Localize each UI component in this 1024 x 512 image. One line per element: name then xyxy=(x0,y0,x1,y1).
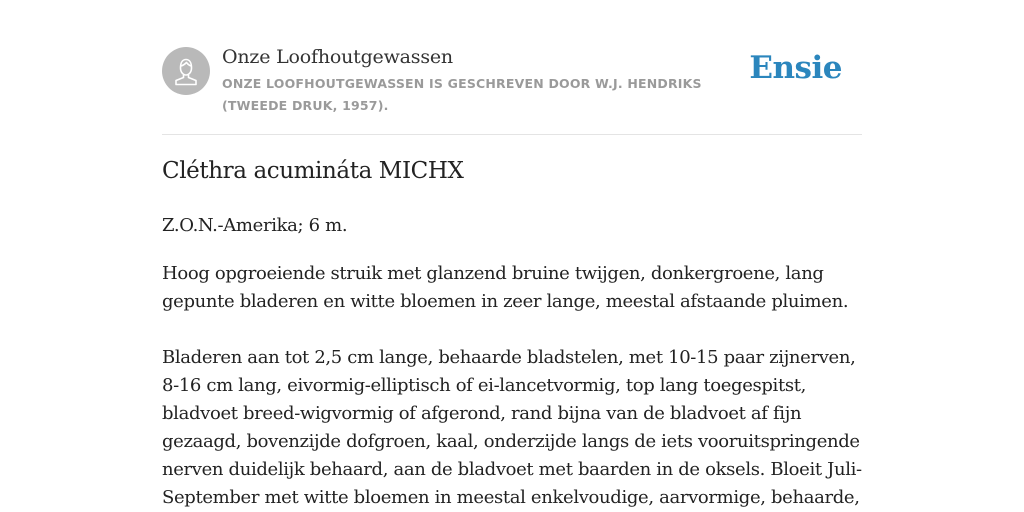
page-container xyxy=(162,0,862,508)
user-icon-graphic xyxy=(162,47,210,95)
entry-content xyxy=(162,212,862,512)
source-description: ONZE LOOFHOUTGEWASSEN IS GESCHREVEN DOOR W.J. HENDRIKS (TWEEDE DRUK, 1957). xyxy=(222,76,702,113)
brand-logo[interactable]: Ensie xyxy=(749,50,842,86)
source-header xyxy=(162,0,862,135)
entry-title: Cléthra acumináta MICHX xyxy=(162,158,464,184)
entry-paragraph: Hoog opgroeiende struik met glanzend bruine twijgen, donkergroene, lang gepunte bladeren en witte bloemen in zeer lange, meestal afstaande pluimen. xyxy=(162,263,849,312)
entry-paragraph: Bladeren aan tot 2,5 cm lange, behaarde bladstelen, met 10-15 paar zijnerven, 8-16 cm lang, eivormig-elliptisch of ei-lancetvormig, top lang toegespitst, bladvoet breed-wigvormig of afgerond, rand bijna van de bladvoet af fijn gezaagd, bovenzijde dofgroen, kaal, onderzijde langs de iets vooruitspringende nerven duidelijk behaard, aan de bladvoet met baarden in de oksels. Bloeit Juli-September met witte bloemen in meestal enkelvoudige, aarvormige, behaarde, xyxy=(162,347,862,508)
entry-paragraph: Z.O.N.-Amerika; 6 m. xyxy=(162,215,348,236)
source-title[interactable]: Onze Loofhoutgewassen xyxy=(222,46,453,68)
user-icon xyxy=(162,47,210,95)
